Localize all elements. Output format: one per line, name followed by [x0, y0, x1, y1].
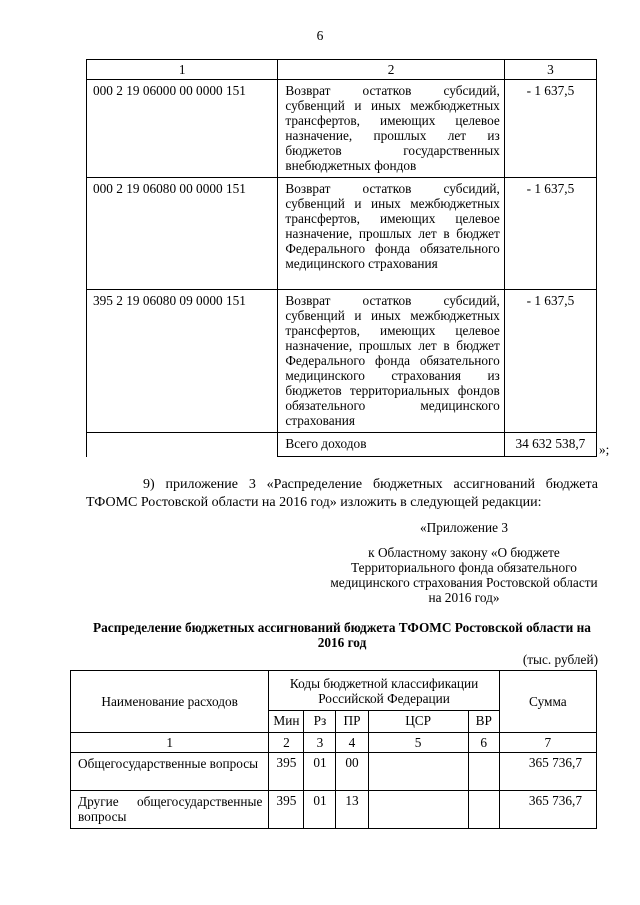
income-amount: - 1 637,5	[504, 178, 596, 290]
expense-name: Другие общегосударственные вопросы	[71, 791, 269, 829]
expense-sum: 365 736,7	[499, 791, 596, 829]
page-number: 6	[316, 28, 324, 43]
units-label: (тыс. рублей)	[522, 652, 598, 667]
expense-min: 395	[269, 753, 304, 791]
header-vr: ВР	[468, 711, 499, 733]
expense-rz: 01	[304, 753, 336, 791]
distribution-table	[70, 670, 597, 829]
header-name: Наименование расходов	[71, 671, 269, 733]
col-num: 3	[304, 733, 336, 753]
expense-csr	[368, 791, 468, 829]
column-number-row	[71, 733, 597, 753]
total-amount: 34 632 538,7	[504, 433, 596, 457]
expense-vr	[468, 791, 499, 829]
income-code: 000 2 19 06080 00 0000 151	[87, 178, 278, 290]
income-amount: - 1 637,5	[504, 80, 596, 178]
total-empty-cell	[87, 433, 278, 457]
expense-pr: 13	[336, 791, 368, 829]
appendix-reference: к Областному закону «О бюджете Территориального фонда обязательного медицинского страхования Ростовской области на 2016 год»	[330, 545, 598, 605]
col-header-3: 3	[504, 60, 596, 80]
total-row	[87, 433, 597, 457]
income-amount: - 1 637,5	[504, 290, 596, 433]
col-num: 1	[71, 733, 269, 753]
header-sum: Сумма	[499, 671, 596, 733]
appendix-heading: «Приложение 3	[420, 520, 508, 535]
col-num: 5	[368, 733, 468, 753]
income-name: Возврат остатков субсидий, субвенций и иных межбюджетных трансфертов, имеющих целевое назначение, прошлых лет в бюджет Федерального фонда обязательного медицинского страхования	[278, 178, 504, 290]
closing-quote: »;	[599, 442, 610, 457]
table-row	[87, 178, 597, 290]
col-header-1: 1	[87, 60, 278, 80]
expense-pr: 00	[336, 753, 368, 791]
table-row	[87, 290, 597, 433]
header-csr: ЦСР	[368, 711, 468, 733]
col-num: 6	[468, 733, 499, 753]
expense-rz: 01	[304, 791, 336, 829]
table-row	[71, 753, 597, 791]
header-rz: Рз	[304, 711, 336, 733]
col-num: 7	[499, 733, 596, 753]
col-num: 2	[269, 733, 304, 753]
income-name: Возврат остатков субсидий, субвенций и иных межбюджетных трансфертов, имеющих целевое назначение, прошлых лет в бюджет Федерального фонда обязательного медицинского страхования из бюджетов территориальных фондов обязательного медицинского страхования	[278, 290, 504, 433]
header-min: Мин	[269, 711, 304, 733]
header-codes: Коды бюджетной классификации Российской Федерации	[269, 671, 499, 711]
col-header-2: 2	[278, 60, 504, 80]
header-pr: ПР	[336, 711, 368, 733]
expense-name: Общегосударственные вопросы	[71, 753, 269, 791]
expense-csr	[368, 753, 468, 791]
income-code: 000 2 19 06000 00 0000 151	[87, 80, 278, 178]
total-label: Всего доходов	[278, 433, 504, 457]
expense-vr	[468, 753, 499, 791]
distribution-title: Распределение бюджетных ассигнований бюджета ТФОМС Ростовской области на 2016 год	[93, 620, 591, 650]
table-row	[87, 80, 597, 178]
income-table	[86, 59, 597, 457]
income-name: Возврат остатков субсидий, субвенций и иных межбюджетных трансфертов, имеющих целевое назначение, прошлых лет из бюджетов государственных внебюджетных фондов	[278, 80, 504, 178]
expense-sum: 365 736,7	[499, 753, 596, 791]
col-num: 4	[336, 733, 368, 753]
paragraph-9: 9) приложение 3 «Распределение бюджетных ассигнований бюджета ТФОМС Ростовской области на 2016 год» изложить в следующей редакции:	[86, 477, 598, 510]
table-row	[71, 791, 597, 829]
income-code: 395 2 19 06080 09 0000 151	[87, 290, 278, 433]
income-table-header	[87, 60, 597, 80]
expense-min: 395	[269, 791, 304, 829]
